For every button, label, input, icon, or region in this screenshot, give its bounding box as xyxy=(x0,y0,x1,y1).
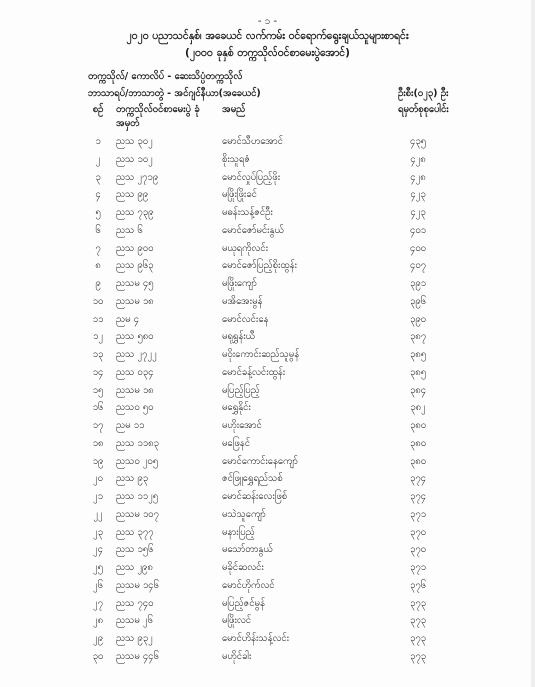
table-row xyxy=(0,239,535,257)
roll-number: ညသ ၀၃၄ xyxy=(116,366,154,378)
roll-number: ညသ ၁၁၈၃ xyxy=(116,437,159,449)
table-row xyxy=(0,416,535,434)
table-row xyxy=(0,381,535,399)
roll-number: ညသ ၉၀၀ xyxy=(116,242,154,254)
table-row xyxy=(0,629,535,647)
roll-number: ညသ ၅၈၀ xyxy=(116,331,154,343)
student-name: မရွှေနိုင်း xyxy=(222,402,251,414)
roll-number: ညသမ ၄၅ xyxy=(116,278,154,289)
row-number: ၂၁ xyxy=(92,491,103,502)
student-name: မောင်ဆန်းလေးဖြစ် xyxy=(222,491,288,502)
student-name: မဖြေနင် xyxy=(222,437,250,449)
row-number: ၁၅ xyxy=(92,384,104,396)
row-number: ၁၄ xyxy=(92,366,104,378)
total-score: ၃၈၀ xyxy=(409,437,427,449)
student-name: စိုးသူရဇံ xyxy=(222,153,251,165)
total-score: ၃၈၀ xyxy=(409,455,427,467)
row-number: ၂၅ xyxy=(92,562,103,573)
table-row xyxy=(0,540,535,558)
roll-number: ညသ ၂၇၁၉ xyxy=(116,171,159,183)
table-row xyxy=(0,398,535,416)
student-name: မောင်ခန့်လင်းထွန်း xyxy=(222,366,286,378)
table-row xyxy=(0,558,535,576)
student-name: မယုရကိုလင်း xyxy=(222,242,268,254)
roll-number: ညသ ၃၇၇ xyxy=(116,526,154,538)
total-score: ၃၈၇ xyxy=(409,331,427,343)
row-number: ၃ xyxy=(95,171,101,183)
row-number: ၅ xyxy=(95,207,101,218)
total-score: ၃၇၃ xyxy=(409,597,427,609)
roll-number: ညသ ၁၅၆ xyxy=(116,544,154,556)
row-number: ၂၇ xyxy=(92,597,103,609)
table-row xyxy=(0,523,535,541)
page-number: - ၁ - xyxy=(257,16,278,27)
row-number: ၁၇ xyxy=(92,420,104,431)
student-name: မသော်တာနွယ် xyxy=(222,544,273,556)
column-header-no: စဉ် xyxy=(92,104,104,115)
row-number: ၂၂ xyxy=(93,508,103,520)
row-number: ၂၆ xyxy=(92,579,103,591)
total-score: ၃၈၄ xyxy=(409,384,427,396)
table-row xyxy=(0,452,535,470)
roll-number: ညသမ ၂၆ xyxy=(116,615,153,627)
table-row xyxy=(0,611,535,629)
total-score: ၃၉၁ xyxy=(409,278,427,289)
table-row xyxy=(0,292,535,310)
total-score: ၃၉၆ xyxy=(409,295,427,307)
table-row xyxy=(0,185,535,203)
total-score: ၃၉၀ xyxy=(409,313,427,325)
total-score: ၃၇၄ xyxy=(409,473,427,485)
table-row xyxy=(0,487,535,505)
column-header-roll-number: တက္ကသိုလ်ဝင်စာမေးပွဲ ခုံအမှတ် xyxy=(116,104,200,129)
row-number: ၁၀ xyxy=(92,295,104,307)
table-row xyxy=(0,221,535,239)
roll-number: ညသ ၉၃၂ xyxy=(116,633,153,644)
total-score: ၄၂၃ xyxy=(410,189,426,201)
quota-label: ဦးစီး(ဝ၂၃) ဦး xyxy=(398,88,449,99)
total-score: ၃၇၃ xyxy=(409,615,427,627)
table-row xyxy=(0,647,535,665)
student-name: မပြည့်ဇင်မွန် xyxy=(222,597,265,609)
student-name: မောင်ဟိန်းသန့်လင်း xyxy=(222,633,290,644)
student-name: မခိုင်ဆလင်း xyxy=(222,562,264,573)
roll-number: ညမ ၄ xyxy=(116,313,139,325)
student-name: မဟိုးအောင် xyxy=(222,420,262,431)
table-row xyxy=(0,594,535,612)
roll-number: ညမ ၁၁ xyxy=(116,420,145,431)
row-number: ၇ xyxy=(95,242,101,254)
column-header-name: အမည် xyxy=(222,104,246,115)
table-row xyxy=(0,345,535,363)
results-table xyxy=(0,132,535,665)
page-edge xyxy=(531,0,535,687)
row-number: ၂၀ xyxy=(92,473,103,485)
table-row xyxy=(0,203,535,221)
total-score: ၃၈၅ xyxy=(409,366,427,378)
total-score: ၄၀၁ xyxy=(409,224,427,236)
student-name: မပြည့်ပြည့် xyxy=(222,384,260,396)
total-score: ၃၇၁ xyxy=(409,508,427,520)
table-row xyxy=(0,256,535,274)
roll-number: ညသ၀ ၂၀၅ xyxy=(116,455,159,467)
roll-number: ညသမ ၁၀၇ xyxy=(116,508,159,520)
total-score: ၃၇၃ xyxy=(409,650,427,662)
total-score: ၃၇၃ xyxy=(409,633,427,644)
row-number: ၁ xyxy=(95,136,101,147)
subject-label: ဘာသာရပ်/ဘာသာတွဲ - အင်ဂျင်နီယာ(အခေယင်) xyxy=(88,88,261,99)
total-score: ၄၂၃ xyxy=(410,207,426,218)
row-number: ၉ xyxy=(95,278,101,289)
table-row xyxy=(0,469,535,487)
row-number: ၁၁ xyxy=(92,313,104,325)
row-number: ၁၆ xyxy=(92,402,104,414)
university-label: တက္ကသိုလ်/ ကောလိပ် - ဆေးသိပ္ပံတက္ကသိုလ် xyxy=(88,71,243,82)
roll-number: ညသ ၂၉၈ xyxy=(116,562,153,573)
roll-number: ညသမ ၁၈ xyxy=(116,384,154,396)
roll-number: ညသ၀ ၅၀ xyxy=(116,402,154,414)
total-score: ၄၃၅ xyxy=(409,136,427,147)
row-number: ၆ xyxy=(95,224,101,236)
table-row xyxy=(0,576,535,594)
student-name: မဖြိုးလင် xyxy=(222,615,252,627)
student-name: မောင်ဟိုက်လင် xyxy=(222,579,275,591)
row-number: ၂ xyxy=(95,153,101,165)
row-number: ၁၂ xyxy=(92,331,103,343)
row-number: ၂၄ xyxy=(92,544,103,556)
row-number: ၁၃ xyxy=(92,349,104,360)
student-name: မဟိုင်ခါး xyxy=(222,650,252,662)
student-name: မောင်ဇော်မင်းနွယ် xyxy=(222,224,284,236)
roll-number: ညသ ၇၃၉ xyxy=(116,207,154,218)
row-number: ၁၉ xyxy=(92,455,104,467)
row-number: ၄ xyxy=(95,189,101,201)
document-title: ၂၀၂၀ ပညာသင်နှစ်၊ အခေယင် လက်ကမ်း ဝင်ရောက်ရွေးချယ်သူများစာရင်း xyxy=(126,30,409,42)
roll-number: ညသမ ၄၄၆ xyxy=(116,650,159,662)
total-score: ၃၇၀ xyxy=(409,526,427,538)
table-row xyxy=(0,363,535,381)
roll-number: ညသ ၂၇၂၂ xyxy=(116,349,157,360)
roll-number: ညသ ၁၁၂၅ xyxy=(116,491,159,502)
roll-number: ညသ ၇၄၀ xyxy=(116,597,154,609)
table-row xyxy=(0,505,535,523)
row-number: ၂၃ xyxy=(92,526,103,538)
row-number: ၂၉ xyxy=(92,633,103,644)
student-name: မောင်ကောင်းနေကျော် xyxy=(222,455,298,467)
total-score: ၄၂၈ xyxy=(410,153,426,165)
roll-number: ညသ ၃၀၂ xyxy=(116,136,153,147)
total-score: ၃၇၀ xyxy=(409,544,427,556)
student-name: မောင်လင်းနေ xyxy=(222,313,269,325)
table-row xyxy=(0,327,535,345)
document-subtitle: (၂၀၀၀ ခုနှစ် တက္ကသိုလ်ဝင်စာမေးပွဲအောင်) xyxy=(185,47,350,59)
roll-number: ညသမ ၁၄၆ xyxy=(116,579,159,591)
roll-number: ညသ ၁၀၂ xyxy=(116,153,153,165)
student-name: မဖြိုးဖြိုးခင် xyxy=(222,189,257,201)
student-name: မအိအေးမွန် xyxy=(222,295,263,307)
roll-number: ညသ ၉၆၃ xyxy=(116,260,154,272)
student-name: မောင်လှုပ်ပြည့်ဖိုး xyxy=(222,171,281,183)
total-score: ၃၈၅ xyxy=(409,349,427,360)
student-name: မောင်သီဟအောင် xyxy=(222,136,283,147)
column-header-total-score: ရမှတ်စုစုပေါင်း xyxy=(398,104,449,115)
total-score: ၃၇၄ xyxy=(409,491,427,502)
total-score: ၄၀၀ xyxy=(409,242,427,254)
table-row xyxy=(0,310,535,328)
row-number: ၈ xyxy=(95,260,101,272)
roll-number: ညသ ၉၃ xyxy=(116,473,149,485)
table-row xyxy=(0,168,535,186)
total-score: ၃၈၀ xyxy=(409,420,427,431)
total-score: ၃၈၂ xyxy=(410,402,426,414)
total-score: ၃၇၁ xyxy=(409,562,427,573)
student-name: မသဲသူကျော် xyxy=(222,508,266,520)
student-name: မရုရွှန်းယီ xyxy=(222,331,255,343)
total-score: ၃၇၆ xyxy=(409,579,427,591)
roll-number: ညသ ၆ xyxy=(116,224,143,236)
row-number: ၂၈ xyxy=(92,615,104,627)
roll-number: ညသမ ၁၈ xyxy=(116,295,154,307)
student-name: ဇင်ဖြူရွှေရည်သစ် xyxy=(222,473,283,485)
row-number: ၁၈ xyxy=(92,437,104,449)
table-row xyxy=(0,132,535,150)
student-name: မဖြိုးကျော် xyxy=(222,278,257,289)
student-name: မောင်ဇော်ပြည့်စိုးထွန်း xyxy=(222,260,297,272)
roll-number: ညသ ၉၉ xyxy=(116,189,149,201)
table-row xyxy=(0,434,535,452)
table-row xyxy=(0,274,535,292)
total-score: ၄၀၇ xyxy=(409,260,427,272)
table-row xyxy=(0,150,535,168)
student-name: မနားပြည့် xyxy=(222,526,255,538)
total-score: ၄၂၈ xyxy=(410,171,426,183)
student-name: မဓန်းသန့်ဇင်ဦး xyxy=(222,207,273,218)
row-number: ၃၀ xyxy=(92,650,104,662)
student-name: မဝိုးကောင်းဆည်သူမွန် xyxy=(222,349,300,360)
